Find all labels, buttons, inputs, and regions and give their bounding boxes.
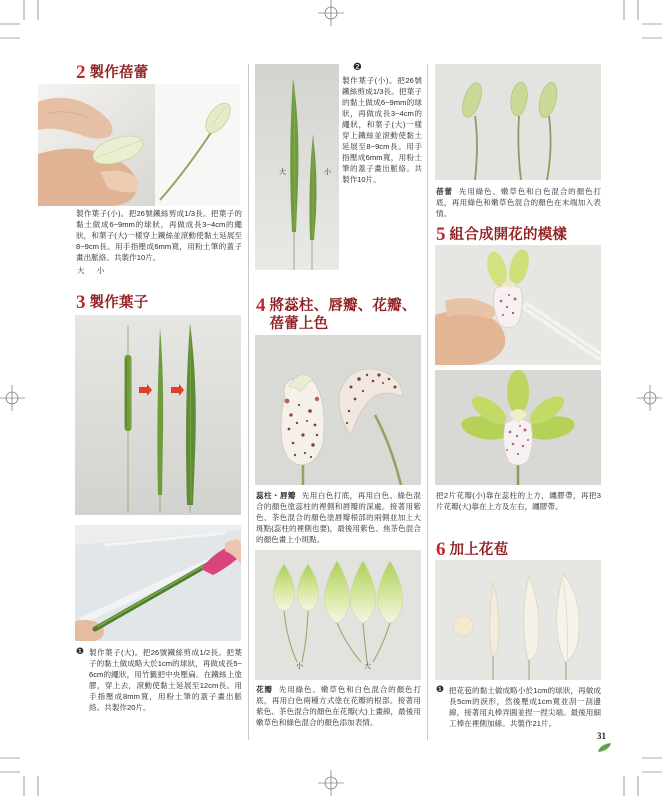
photo-opened-flower <box>435 370 601 485</box>
section-6-heading <box>436 541 508 559</box>
section-title: 組合成開花的模樣 <box>449 227 568 243</box>
leaf-step-1 <box>76 647 242 713</box>
photo-petals <box>255 550 421 680</box>
section-number: 4 <box>256 295 266 316</box>
section-number: 5 <box>436 224 446 245</box>
section-number: 2 <box>76 62 86 83</box>
section-3-heading <box>76 294 148 312</box>
step-marker: ❶ <box>76 647 85 657</box>
paragraph-text: 先用綠色、嫩草色和白色混合的顏色打底，再用白色兩種方式塗在花瓣的根部。接著用紫色、茶色混合的顏色在花瓣(大)上畫線，最後用嫩草色和綠色混合的顏色添加表情。 <box>256 685 422 727</box>
crop-mark-top-left <box>0 0 38 38</box>
bud-step-1 <box>436 685 601 729</box>
bud-color-paragraph <box>436 186 601 219</box>
photo-colored-buds <box>435 64 601 180</box>
step-marker-2: ❷ <box>353 62 362 73</box>
step-marker: ❶ <box>436 685 445 695</box>
section-number: 6 <box>436 539 446 560</box>
registration-target-left <box>0 385 25 411</box>
petals-paragraph <box>256 684 421 728</box>
petal-label-large: 大 <box>364 663 371 670</box>
section-title: 製作蓓蕾 <box>89 65 149 81</box>
column-lip-paragraph <box>256 490 421 545</box>
column-divider-2 <box>427 64 428 740</box>
photo-column-and-lip <box>255 335 421 485</box>
page-number: 31 <box>597 731 606 741</box>
paragraph-label: 蓓蕾 <box>436 187 453 196</box>
crop-mark-bottom-right <box>624 758 662 796</box>
column-divider-1 <box>248 64 249 740</box>
bud-paragraph: 製作葉子(小)。把26號鐵絲剪成1/3長。把葉子的黏土做成6~9mm的球狀，再做成長3~4cm的繩狀，和葉子(大)一樣穿上鐵絲並滾動使黏土延展至8~9cm長。用手指壓成6mm寬，用粉土筆的蓋子畫出脈絡。共製作10片。 <box>76 209 242 262</box>
photo-assembling-flower <box>435 245 601 365</box>
leaf-ornament-icon <box>597 742 613 754</box>
paragraph-label: 蕊柱・唇瓣 <box>256 491 296 500</box>
paragraph-text: 先用白色打底，再用白色、綠色混合的顏色塗蕊柱的裡側和唇瓣的深處。接著用紫色、茶色混合的顏色塗唇瓣根部的兩側並加上大斑點(蕊柱的裡側也要)，最後用紫色、焦茶色混合的顏色畫上小斑點。 <box>256 491 421 544</box>
leaf-label-small: 小 <box>324 169 331 176</box>
size-label-large: 大 <box>77 266 85 275</box>
photo-leaf-stages <box>75 315 241 515</box>
petal-label-small: 小 <box>296 663 303 670</box>
registration-target-top <box>318 0 344 26</box>
section-title: 製作葉子 <box>89 295 149 311</box>
section-title: 加上花苞 <box>449 542 509 558</box>
registration-target-bottom <box>318 770 344 796</box>
crop-mark-top-right <box>624 0 662 38</box>
bud-size-labels <box>77 265 104 276</box>
photo-rolling-leaf <box>75 525 241 641</box>
photo-flower-bud-stages <box>435 560 601 680</box>
small-leaf-step-text: 製作葉子(小)。把26號鐵絲剪成1/3長。把葉子的黏土做成6~9mm的球狀，再做成長3~4cm的繩狀，和葉子(大)一樣穿上鐵絲並滾動使黏土延展至8~9cm長。用手指壓成6mm寬，用粉土筆的蓋子畫出脈絡。共製作10片。 <box>342 76 422 184</box>
photo-leaves-large-small <box>255 64 339 270</box>
section-number: 3 <box>76 292 86 313</box>
photo-making-bud <box>38 84 240 206</box>
paragraph-label: 花瓣 <box>256 685 273 694</box>
size-label-small: 小 <box>96 266 105 275</box>
step-text: 把花苞的黏土做成略小於1cm的球狀，再做成長5cm的淚形，然後壓成1cm寬並刮一刮邊線，接著用丸棒弄圓並捏一捏尖端。最後用細工棒在裡側加線。共製作21片。 <box>449 686 601 728</box>
paragraph-text: 先用綠色、嫩草色和白色混合的顏色打底，再用綠色和嫩草色混合的顏色在末端加入表情。 <box>436 187 602 218</box>
assemble-paragraph: 把2片花瓣(小)靠在蕊柱的上方，纏膠帶，再把3片花瓣(大)靠在上方及左右，纏膠帶。 <box>436 491 601 511</box>
crop-mark-bottom-left <box>0 758 38 796</box>
registration-target-right <box>637 385 662 411</box>
leaf-label-large: 大 <box>279 169 286 176</box>
section-title: 將蕊柱、唇瓣、花瓣、蓓蕾上色 <box>269 298 417 332</box>
section-2-heading <box>76 64 148 82</box>
step-text: 製作葉子(大)。把26號鐵絲剪成1/2長。把葉子的黏土做成略大於1cm的球狀，再做成長5~6cm的繩狀，用竹籤把中央壓扁。在鐵絲上塗膠，穿上去，滾動使黏土延展至12cm長。用手指壓成8mm寬，用粉土筆的蓋子畫出脈絡。共製作20片。 <box>89 648 242 712</box>
section-4-heading <box>256 297 418 333</box>
section-5-heading <box>436 226 567 244</box>
